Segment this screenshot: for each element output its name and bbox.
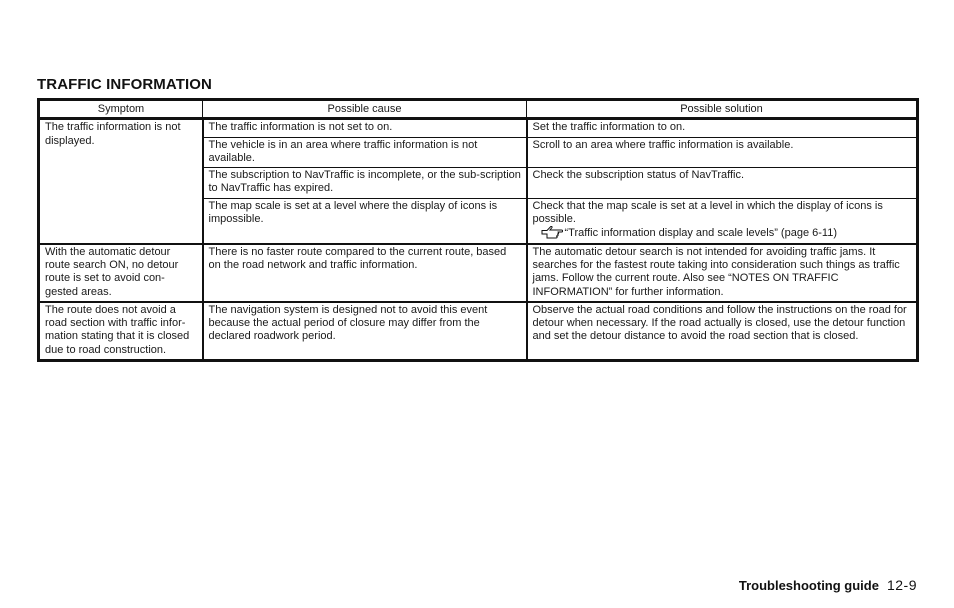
table-row: [39, 302, 918, 361]
solution-cell: Scroll to an area where traffic information is available.: [527, 137, 918, 168]
cause-cell: The subscription to NavTraffic is incomplete, or the sub-scription to NavTraffic has expired.: [203, 168, 527, 199]
header-symptom: Symptom: [39, 100, 203, 119]
cause-cell: There is no faster route compared to the current route, based on the road network and traffic information.: [203, 244, 527, 302]
solution-cell: [527, 198, 918, 243]
header-possible-cause: Possible cause: [203, 100, 527, 119]
solution-cell: Set the traffic information to on.: [527, 119, 918, 137]
cause-cell: The traffic information is not set to on.: [203, 119, 527, 137]
page-reference-text: “Traffic information display and scale levels” (page 6-11): [564, 227, 837, 240]
cause-cell: The navigation system is designed not to avoid this event because the actual period of closure may differ from the declared roadwork period.: [203, 302, 527, 361]
cause-cell: The map scale is set at a level where the display of icons is impossible.: [203, 198, 527, 243]
symptom-cell: The route does not avoid a road section with traffic infor-mation stating that it is closed due to road construction.: [39, 302, 203, 361]
troubleshooting-table: [37, 98, 919, 362]
header-possible-solution: Possible solution: [527, 100, 918, 119]
solution-cell: The automatic detour search is not intended for avoiding traffic jams. It searches for the fastest route taking into consideration such things as traffic jams. Follow the current route. Also see “NOTES ON TRAFFIC INFORMATION” for further information.: [527, 244, 918, 302]
table-row: [39, 119, 918, 137]
symptom-cell: With the automatic detour route search ON, no detour route is set to avoid con-gested areas.: [39, 244, 203, 302]
page-number: 12-9: [886, 577, 917, 593]
footer-section-title: Troubleshooting guide: [738, 578, 879, 593]
symptom-cell: The traffic information is not displayed.: [39, 119, 203, 244]
solution-text: Check that the map scale is set at a level in which the display of icons is possible.: [532, 199, 883, 226]
solution-cell: Observe the actual road conditions and follow the instructions on the road for detour when necessary. If the road actually is closed, use the detour function and set the detour distance to avoid the road section that is closed.: [527, 302, 918, 361]
table-header-row: [39, 100, 918, 119]
table-row: [39, 244, 918, 302]
section-title: TRAFFIC INFORMATION: [37, 76, 212, 93]
page-footer: [739, 577, 917, 593]
page-reference: [533, 226, 913, 240]
cause-cell: The vehicle is in an area where traffic information is not available.: [203, 137, 527, 168]
solution-cell: Check the subscription status of NavTraffic.: [527, 168, 918, 199]
pointing-hand-icon: [541, 226, 563, 239]
